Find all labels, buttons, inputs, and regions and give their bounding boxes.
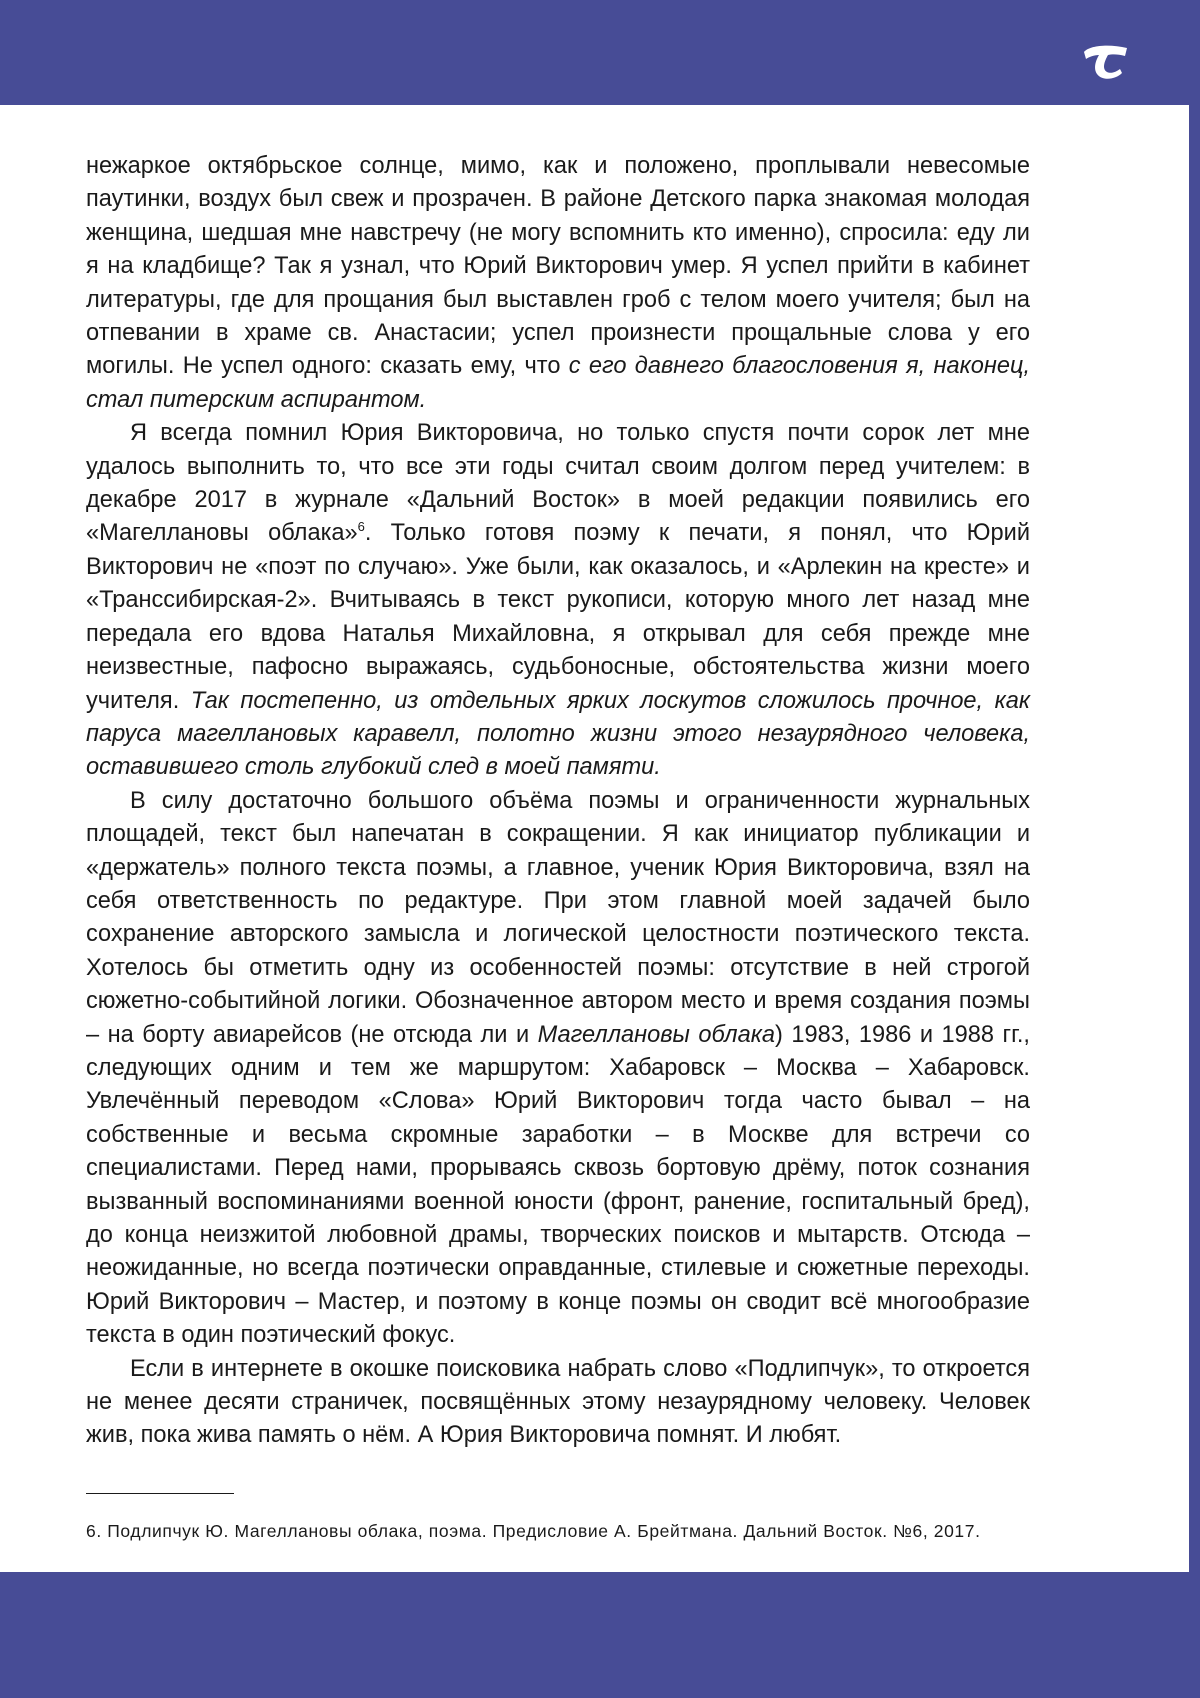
footnote-ref[interactable]: 6 — [357, 519, 365, 535]
paragraph: Если в интернете в окошке поисковика набрать слово «Подлипчук», то откроется не менее десяти страничек, посвящённых этому незаурядному человеку. Человек жив, пока жива память о нём. А Юрия Викторовича помнят. И любят. — [86, 1355, 1030, 1449]
article-body — [86, 150, 1030, 1453]
paragraph: Я всегда помнил Юрия Викторовича, но только спустя почти сорок лет мне удалось выполнить то, что все эти годы считал своим долгом перед учителем: в декабре 2017 в журнале «Дальний Восток» в моей редакции появились его «Магеллановы облака»$^6$. Только готовя поэму к печати, я понял, что Юрий Викторович не «поэт по случаю». Уже были, как оказалось, и «Арлекин на кресте» и «Транссибирская-2». Вчитываясь в текст рукописи, которую много лет назад мне передала его вдова Наталья Михайловна, я открывал для себя прежде мне неизвестные, пафосно выражаясь, судьбоносные, обстоятельства жизни моего учителя. Так постепенно, из отдельных ярких лоскутов сложилось прочное, как паруса магеллановых каравелл, полотно жизни этого незаурядного человека, оставившего столь глубокий след в моей памяти. — [86, 420, 1030, 781]
footnote-divider — [86, 1493, 234, 1494]
side-bar — [1189, 105, 1200, 1572]
footnote: 6. Подлипчук Ю. Магеллановы облака, поэма. Предисловие А. Брейтмана. Дальний Восток. №6, 2017. — [86, 1521, 981, 1541]
paragraph: В силу достаточно большого объёма поэмы и ограниченности журнальных площадей, текст был напечатан в сокращении. Я как инициатор публикации и «держатель» полного текста поэмы, а главное, ученик Юрия Викторовича, взял на себя ответственность по редактуре. При этом главной моей задачей было сохранение авторского замысла и логической целостности поэтического текста. Хотелось бы отметить одну из особенностей поэмы: отсутствие в ней строгой сюжетно-событийной логики. Обозначенное автором место и время создания поэмы – на борту авиарейсов (не отсюда ли и Магеллановы облака) 1983, 1986 и 1988 гг., следующих одним и тем же маршрутом: Хабаровск – Москва – Хабаровск. Увлечённый переводом «Слова» Юрий Викторович тогда часто бывал – на собственные и весьма скромные заработки – в Москве для встречи со специалистами. Перед нами, прорываясь сквозь бортовую дрёму, поток сознания вызванный воспоминаниями военной юности (фронт, ранение, госпитальный бред), до конца неизжитой любовной драмы, творческих поисков и мытарств. Отсюда – неожиданные, но всегда поэтически оправданные, стилевые и сюжетные переходы. Юрий Викторович – Мастер, и поэтому в конце поэмы он сводит всё многообразие текста в один поэтический фокус. — [86, 787, 1030, 1349]
header-band — [0, 0, 1200, 105]
italic-text: с его давнего благословения я, наконец, стал питерским аспирантом. — [86, 353, 1031, 413]
footer-band — [0, 1572, 1200, 1698]
paragraph: нежаркое октябрьское солнце, мимо, как и положено, проплывали невесомые паутинки, воздух был свеж и прозрачен. В районе Детского парка знакомая молодая женщина, шедшая мне навстречу (не могу вспомнить кто именно), спросила: еду ли я на кладбище? Так я узнал, что Юрий Викторович умер. Я успел прийти в кабинет литературы, где для прощания был выставлен гроб с телом моего учителя; был на отпевании в храме св. Анастасии; успел произнести прощальные слова у его могилы. Не успел одного: сказать ему, что с его давнего благословения я, наконец, стал питерским аспирантом. — [86, 153, 1031, 413]
italic-text: Магеллановы облака — [537, 1021, 775, 1048]
journal-t-logo-icon — [1080, 42, 1130, 82]
italic-text: Так постепенно, из отдельных ярких лоскутов сложилось прочное, как паруса магеллановых каравелл, полотно жизни этого незаурядного человека, оставившего столь глубокий след в моей памяти. — [86, 687, 1030, 781]
page-number: 11 — [1097, 1538, 1120, 1561]
